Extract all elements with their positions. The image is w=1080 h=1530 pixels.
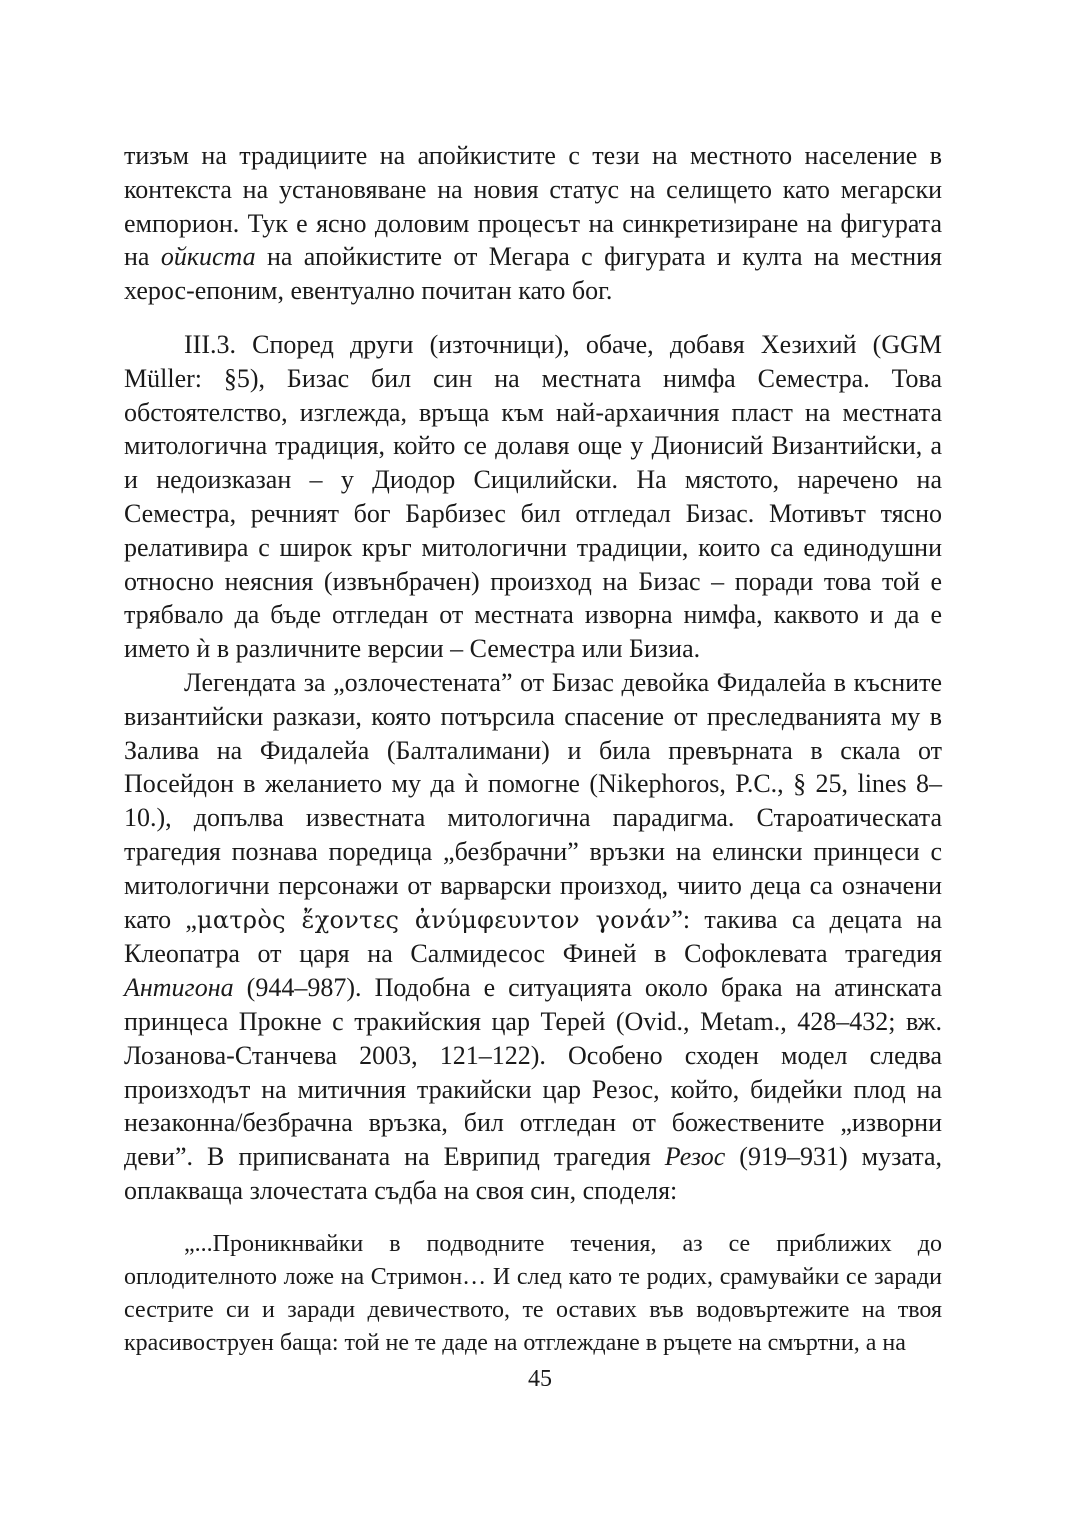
paragraph-3-text-d: (919–931) музата, оплакваща злочестата съдба на своя син, споделя: <box>124 1142 942 1205</box>
paragraph-1 <box>124 139 942 308</box>
greek-quotation: ματρὸς ἔχοντες ἀνύμφευντον γονάν <box>196 905 672 934</box>
paragraph-3 <box>124 666 942 1208</box>
page-number: 45 <box>528 1366 552 1392</box>
paragraph-2 <box>124 328 942 666</box>
paragraph-1-text-b: на апойкистите от Мегара с фигурата и култа на местния херос-епоним, евентуално почитан като бог. <box>124 242 942 306</box>
paragraph-1-text-a: тизъм на традициите на апойкистите с тези на местното население в контекста на установяване на новия статус на селището като мегарски емпорион. Тук е ясно доловим процесът на синкретизиране на фигурата на <box>124 141 942 272</box>
block-quote-text: „...Проникнвайки в подводните течения, аз се приближих до оплодителното ложе на Стримон… И след като те родих, срамувайки се заради сестрите си и заради девичеството, те оставих във водовъртежите на твоя красивоструен баща: той не те даде на отглеждане в ръцете на смъртни, а на <box>124 1230 942 1357</box>
block-quote <box>124 1228 942 1361</box>
page-body <box>124 139 942 1409</box>
paragraph-1-italic-term: ойкиста <box>160 242 256 272</box>
paragraph-3-text-a: Легендата за „озлочестената” от Бизас девойка Фидалейа в късните византийски разкази, която потърсила спасение от преследванията му в Залива на Фидалейа (Балталимани) и била превърната в скала от Посейдон в желанието му да ѝ помогне (Nikephoros, P.C., § 25, lines 8–10.), допълва известната митологична парадигма. Староатическата трагедия познава поредица „безбрачни” връзки на елински принцеси с митологични персонажи от варварски произход, чиито деца са означени като „ <box>124 667 942 934</box>
paragraph-3-text-b: ”: такива са децата на Клеопатра от царя на Салмидесос Финей в Софоклевата трагедия <box>124 904 942 969</box>
italic-title-rezos: Резос <box>664 1142 726 1172</box>
paragraph-2-text: III.3. Според други (източници), обаче, добавя Хезихий (GGM Müller: §5), Бизас бил син на местната нимфа Семестра. Това обстоятелство, изглежда, връща към най-архаичния пласт на местната митологична традиция, който се долавя още у Дионисий Византийски, а и недоизказан – у Диодор Сицилийски. На мястото, наречено на Семестра, речният бог Барбизес бил отгледал Бизас. Мотивът тясно релативира с широк кръг митологични традиции, които са единодушни относно неясния (извънбрачен) произход на Бизас – поради това той е трябвало да бъде отгледан от местната изворна нимфа, каквото и да е името ѝ в различните версии – Семестра или Бизиа. <box>124 329 942 664</box>
italic-title-antigona: Антигона <box>124 973 234 1003</box>
paragraph-3-text-c: (944–987). Подобна е ситуацията около брака на атинската принцеса Прокне с тракийския цар Терей (Ovid., Metam., 428–432; вж. Лозанова-Станчева 2003, 121–122). Особено сходен модел следва произходът на митичния тракийски цар Резос, който, бидейки плод на незаконна/безбрачна връзка, бил отгледан от божествените „изворни деви”. В приписваната на Еврипид трагедия <box>124 973 942 1172</box>
